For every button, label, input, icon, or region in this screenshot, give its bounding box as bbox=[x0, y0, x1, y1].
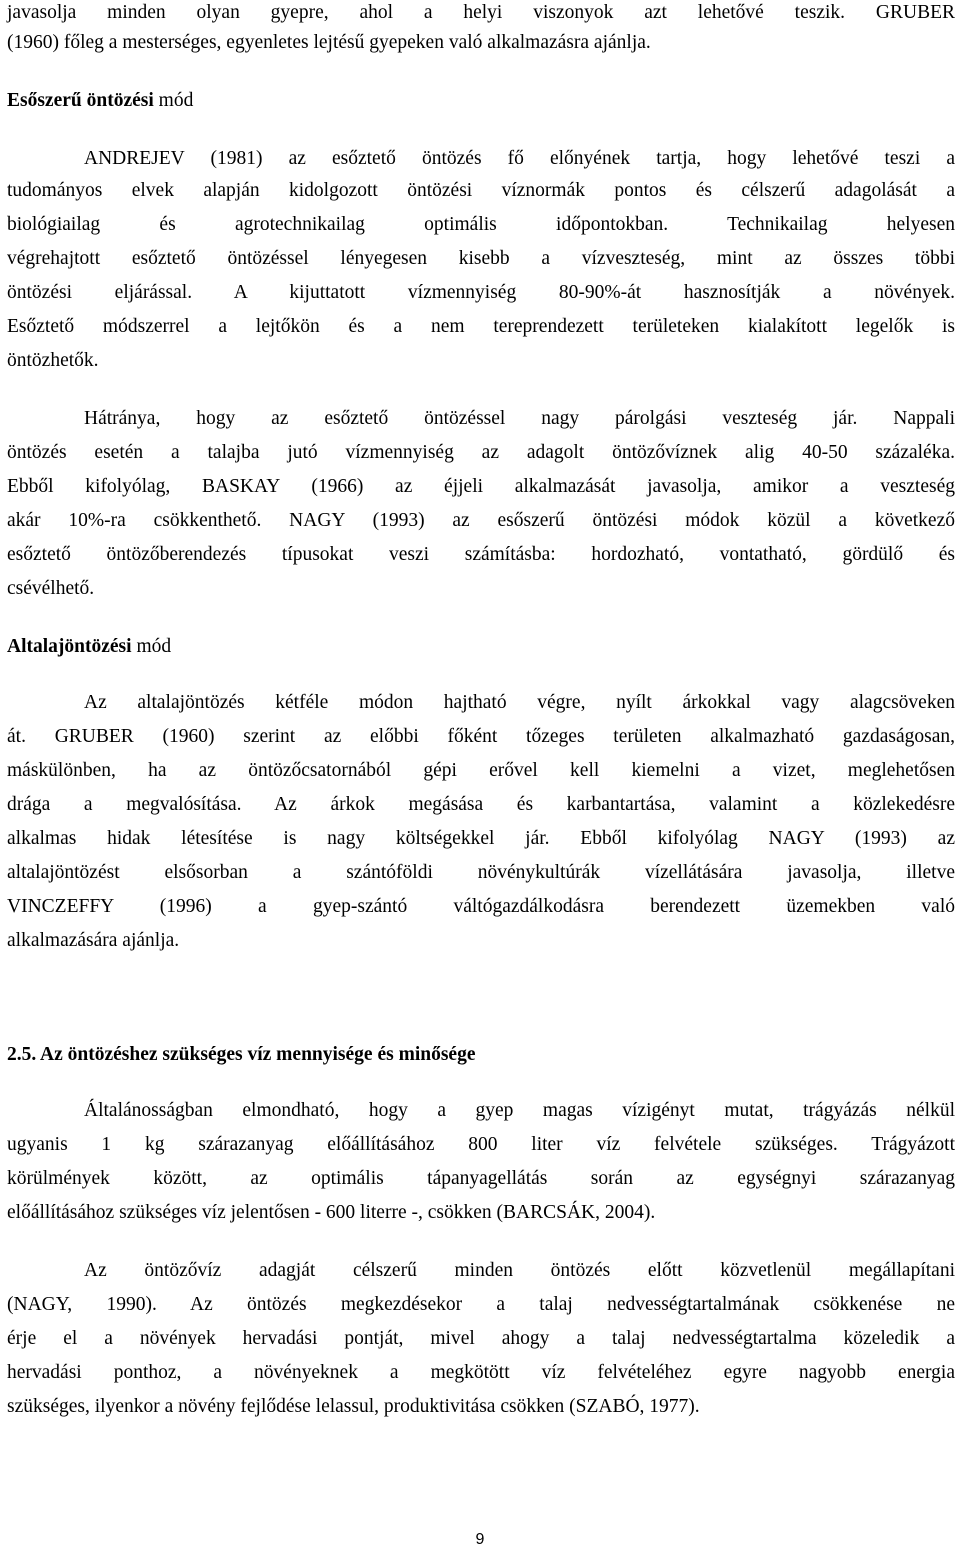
text-line: (1960) főleg a mesterséges, egyenletes lejtésű gyepeken való alkalmazásra ajánlja. bbox=[7, 32, 651, 53]
text-line: altalajöntözést elsősorban a szántóföldi növénykultúrák vízellátására javasolja, illetve bbox=[7, 862, 955, 883]
text-line: hervadási ponthoz, a növényeknek a megkötött víz felvételéhez egyre nagyobb energia bbox=[7, 1362, 955, 1383]
text-line: alkalmas hidak létesítése is nagy költségekkel jár. Ebből kifolyólag NAGY (1993) az bbox=[7, 828, 955, 849]
text-line: öntözhetők. bbox=[7, 350, 99, 371]
subheading-bold: Esőszerű öntözési bbox=[7, 90, 154, 111]
text-line: javasolja minden olyan gyepre, ahol a helyi viszonyok azt lehetővé teszik. GRUBER bbox=[7, 2, 955, 23]
text-line: máskülönben, ha az öntözőcsatornából gépi erővel kell kiemelni a vizet, meglehetősen bbox=[7, 760, 955, 781]
text-line: Esőztető módszerrel a lejtőkön és a nem tereprendezett területeken kialakított legelők is bbox=[7, 316, 955, 337]
text-line: ugyanis 1 kg szárazanyag előállításához 800 liter víz felvétele szükséges. Trágyázott bbox=[7, 1134, 955, 1155]
text-line: Hátránya, hogy az esőztető öntözéssel nagy párolgási veszteség jár. Nappali bbox=[84, 408, 955, 429]
text-line: öntözési eljárással. A kijuttatott vízmennyiség 80-90%-át hasznosítják a növények. bbox=[7, 282, 955, 303]
text-line: Ebből kifolyólag, BASKAY (1966) az éjjeli alkalmazását javasolja, amikor a veszteség bbox=[7, 476, 955, 497]
text-line: körülmények között, az optimális tápanyagellátás során az egységnyi szárazanyag bbox=[7, 1168, 955, 1189]
text-line: alkalmazására ajánlja. bbox=[7, 930, 180, 951]
text-line: szükséges, ilyenkor a növény fejlődése lelassul, produktivitása csökken (SZABÓ, 1977). bbox=[7, 1396, 700, 1417]
text-line: biológiailag és agrotechnikailag optimális időpontokban. Technikailag helyesen bbox=[7, 214, 955, 235]
text-line: esőztető öntözőberendezés típusokat veszi számításba: hordozható, vontatható, gördülő és bbox=[7, 544, 955, 565]
subheading-esoszeru bbox=[7, 86, 193, 116]
text-line: végrehajtott esőztető öntözéssel lényegesen kisebb a vízveszteség, mint az összes többi bbox=[7, 248, 955, 269]
text-line: ANDREJEV (1981) az esőztető öntözés fő előnyének tartja, hogy lehetővé teszi a bbox=[84, 148, 955, 169]
text-line: csévélhető. bbox=[7, 578, 95, 599]
text-line: előállításához szükséges víz jelentősen - 600 literre -, csökken (BARCSÁK, 2004). bbox=[7, 1202, 656, 1223]
text-line: drága a megvalósítása. Az árkok megásása és karbantartása, valamint a közlekedésre bbox=[7, 794, 955, 815]
text-line: (NAGY, 1990). Az öntözés megkezdésekor a talaj nedvességtartalmának csökkenése ne bbox=[7, 1294, 955, 1315]
text-line: öntözés esetén a talajba jutó vízmennyiség az adagolt öntözővíznek alig 40-50 százaléka. bbox=[7, 442, 955, 463]
text-line: Az altalajöntözés kétféle módon hajtható végre, nyílt árkokkal vagy alagcsöveken bbox=[84, 692, 955, 713]
text-line: érje el a növények hervadási pontját, mivel ahogy a talaj nedvességtartalma közeledik a bbox=[7, 1328, 955, 1349]
page-number: 9 bbox=[475, 1531, 485, 1548]
text-line: VINCZEFFY (1996) a gyep-szántó váltógazdálkodásra berendezett üzemekben való bbox=[7, 896, 955, 917]
subheading-bold: Altalajöntözési bbox=[7, 636, 132, 657]
text-line: át. GRUBER (1960) szerint az előbbi főként tőzeges területen alkalmazható gazdaságosan, bbox=[7, 726, 955, 747]
text-line: tudományos elvek alapján kidolgozott öntözési víznormák pontos és célszerű adagolását a bbox=[7, 180, 955, 201]
subheading-rest: mód bbox=[131, 636, 172, 657]
text-line: akár 10%-ra csökkenthető. NAGY (1993) az esőszerű öntözési módok közül a következő bbox=[7, 510, 955, 531]
text-line: Általánosságban elmondható, hogy a gyep magas vízigényt mutat, trágyázás nélkül bbox=[84, 1100, 955, 1121]
section-title: 2.5. Az öntözéshez szükséges víz mennyisége és minősége bbox=[7, 1044, 476, 1065]
subheading-rest: mód bbox=[153, 90, 194, 111]
text-line: Az öntözővíz adagját célszerű minden öntözés előtt közvetlenül megállapítani bbox=[84, 1260, 955, 1281]
subheading-altalaj bbox=[7, 632, 171, 662]
